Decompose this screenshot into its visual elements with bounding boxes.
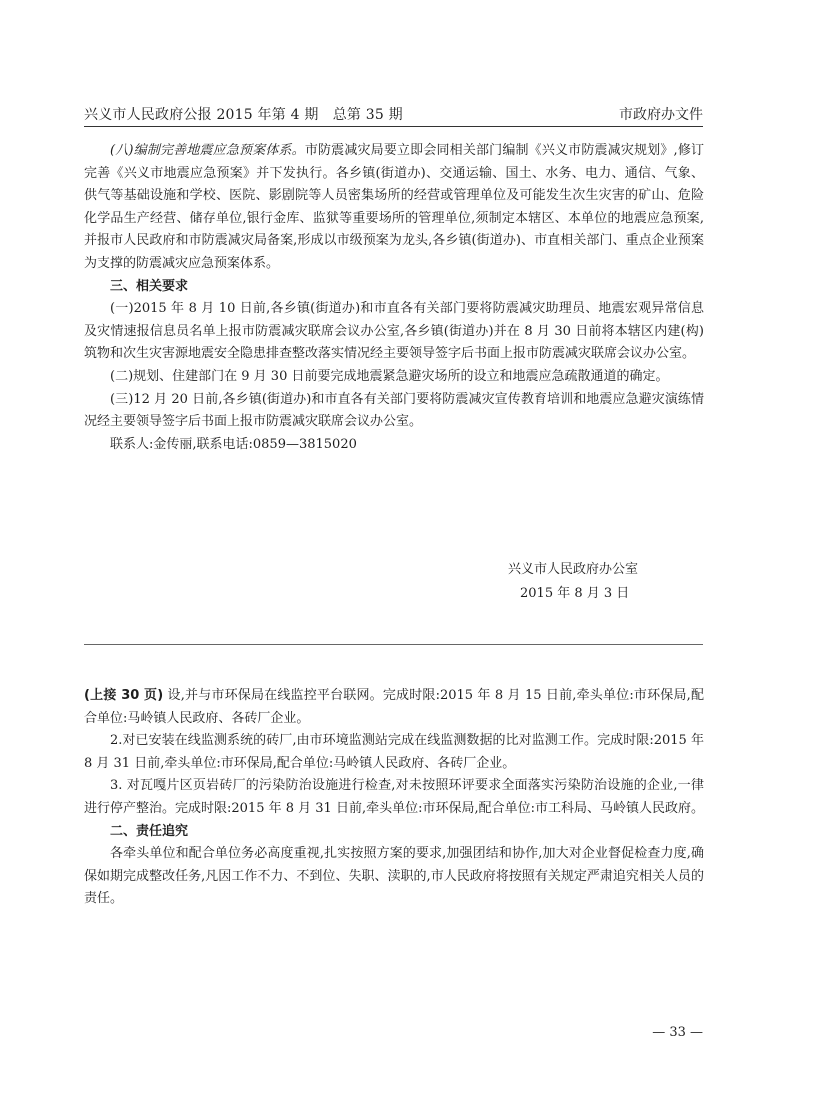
requirement-three: (三)12 月 20 日前,各乡镇(街道办)和市直各有关部门要将防震减灾宣传教育培训和地震应急避灾演练情况经主要领导签字后书面上报市防震减灾联席会议办公室。 xyxy=(84,391,704,430)
continued-paragraph-body: 设,并与市环保局在线监控平台联网。完成时限:2015 年 8 月 15 日前,牵头单位:市环保局,配合单位:马岭镇人民政府、各砖厂企业。 xyxy=(84,688,704,726)
continued-paragraph xyxy=(84,685,704,730)
section-divider xyxy=(84,644,703,645)
paragraph-eight-body: 市防震减灾局要立即会同相关部门编制《兴义市防震减灾规划》,修订完善《兴义市地震应急预案》并下发执行。各乡镇(街道办)、交通运输、国土、水务、电力、通信、气象、供气等基础设施和学校、医院、影剧院等人员密集场所的经营或管理单位及可能发生次生灾害的矿山、危险化学品生产经营、储存单位,银行金库、监狱等重要场所的管理单位,须制定本辖区、本单位的地震应急预案,并报市人民政府和市防震减灾局备案,形成以市级预案为龙头,各乡镇(街道办)、市直相关部门、重点企业预案为支撑的防震减灾应急预案体系。 xyxy=(84,143,704,271)
continued-article-section xyxy=(84,685,704,911)
signature-organization: 兴义市人民政府办公室 xyxy=(508,562,639,577)
measure-item-three: 3. 对瓦嘎片区页岩砖厂的污染防治设施进行检查,对未按照环评要求全面落实污染防治设施的企业,一律进行停产整治。完成时限:2015 年 8 月 31 日前,牵头单位:市环保局,配合单位:市工科局、马岭镇人民政府。 xyxy=(84,778,704,816)
running-header-title: 兴义市人民政府公报 2015 年第 4 期 总第 35 期 xyxy=(84,107,403,123)
section-heading-requirements: 三、相关要求 xyxy=(110,278,189,294)
contact-line: 联系人:金传丽,联系电话:0859—3815020 xyxy=(110,436,357,452)
continued-from-tag: (上接 30 页) xyxy=(84,688,164,703)
section-heading-responsibility: 二、责任追究 xyxy=(110,823,189,839)
earthquake-notice-section xyxy=(84,140,704,456)
measure-item-two: 2.对已安装在线监测系统的砖厂,由市环境监测站完成在线监测数据的比对监测工作。完成时限:2015 年 8 月 31 日前,牵头单位:市环保局,配合单位:马岭镇人民政府、各砖厂企业。 xyxy=(84,733,704,771)
requirement-two: (二)规划、住建部门在 9 月 30 日前要完成地震紧急避灾场所的设立和地震应急疏散通道的确定。 xyxy=(110,368,669,384)
paragraph-eight-lead: (八)编制完善地震应急预案体系。 xyxy=(110,143,305,158)
paragraph-eight xyxy=(84,140,704,276)
responsibility-paragraph: 各牵头单位和配合单位务必高度重视,扎实按照方案的要求,加强团结和协作,加大对企业督促检查力度,确保如期完成整改任务,凡因工作不力、不到位、失职、渎职的,市人民政府将按照有关规定严肃追究相关人员的责任。 xyxy=(84,846,704,907)
requirement-one: (一)2015 年 8 月 10 日前,各乡镇(街道办)和市直各有关部门要将防震减灾助理员、地震宏观异常信息及灾情速报信息员名单上报市防震减灾联席会议办公室,各乡镇(街道办)并在 8 月 30 日前将本辖区内建(构)筑物和次生灾害源地震安全隐患排查整改落实情况经主要领导签字后书面上报市防震减灾联席会议办公室。 xyxy=(84,301,704,362)
signature-date: 2015 年 8 月 3 日 xyxy=(520,586,630,601)
running-header-section: 市政府办文件 xyxy=(619,107,703,123)
header-divider xyxy=(84,126,703,127)
page-number: — 33 — xyxy=(652,1025,703,1040)
